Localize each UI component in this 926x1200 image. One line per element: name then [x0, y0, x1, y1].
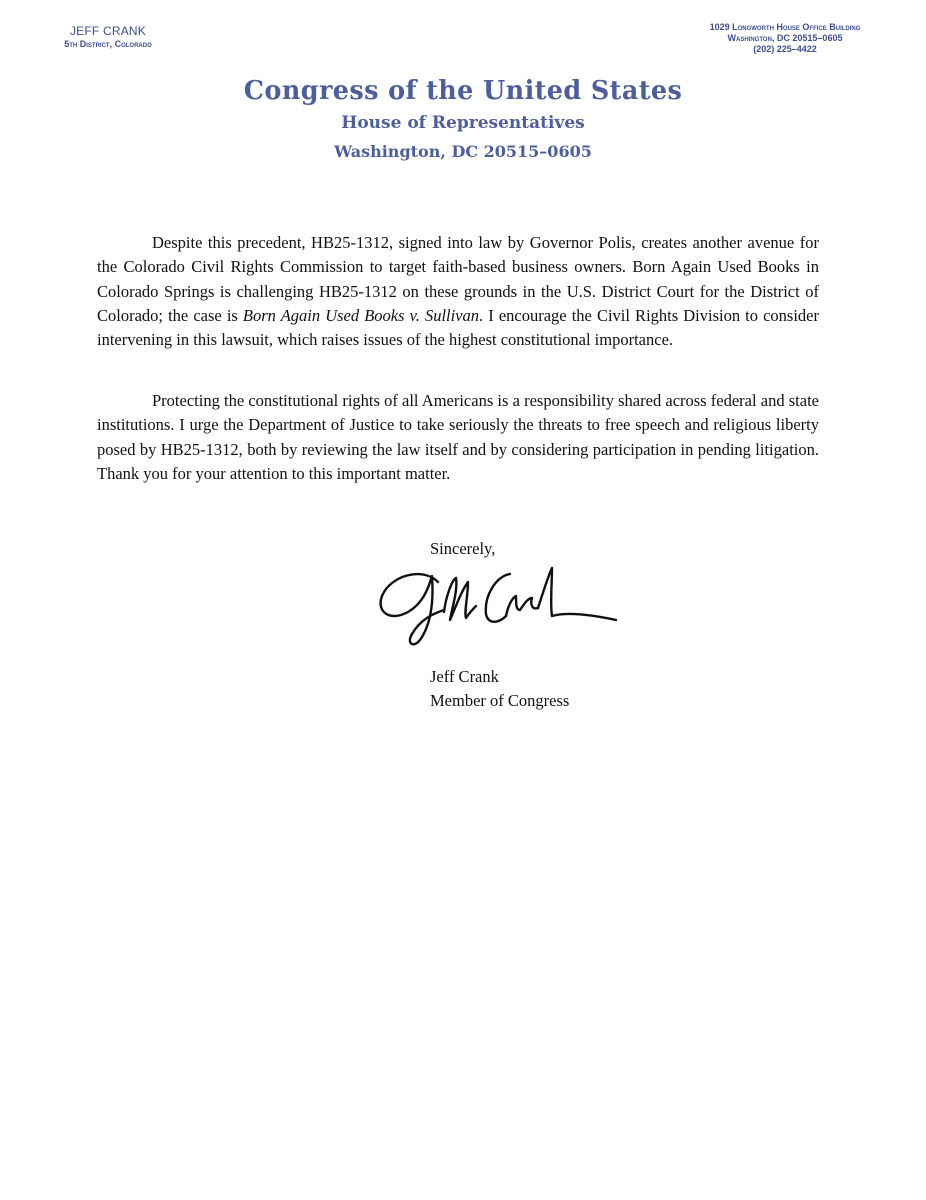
- signer-name: Jeff Crank: [430, 667, 499, 686]
- letter-paragraph-2: [97, 389, 819, 486]
- member-name: JEFF CRANK: [69, 24, 146, 38]
- office-building: 1029 Longworth House Office Building: [709, 22, 861, 32]
- office-phone: (202) 225–4422: [753, 44, 817, 54]
- letterhead-office-address: [680, 22, 890, 55]
- masthead-congress: Congress of the United States: [243, 76, 683, 106]
- masthead-house: House of Representatives: [341, 113, 585, 133]
- office-city: Washington, DC 20515–0605: [727, 33, 843, 43]
- signer-title: Member of Congress: [430, 691, 570, 710]
- masthead-address: Washington, DC 20515–0605: [334, 142, 592, 161]
- valediction: Sincerely,: [430, 539, 496, 558]
- handwritten-signature-icon: [372, 560, 622, 650]
- letterhead-sender-block: [28, 24, 188, 50]
- paragraph-1-text-end: . I encourage the Civil Rights Division to consider intervening in this lawsuit, which raises issues of the highest constitutional importance.: [97, 305, 819, 350]
- letter-paragraph-1: [97, 231, 819, 352]
- paragraph-1-text-start: Despite this precedent, HB25-1312, signed into law by Governor Polis, creates another avenue for the Colorado Civil Rights Commission to target faith-based business owners. Born Again Used Books in Colorado Springs is challenging HB25-1312 on these grounds in the U.S. District Court for the District of Colorado; the case is: [97, 233, 819, 325]
- member-district: 5th District, Colorado: [64, 39, 152, 49]
- paragraph-2-text: Protecting the constitutional rights of all Americans is a responsibility shared across federal and state institutions. I urge the Department of Justice to take seriously the threats to free speech and religious liberty posed by HB25-1312, both by reviewing the law itself and by considering participation in pending litigation. Thank you for your attention to this important matter.: [97, 391, 819, 483]
- case-name: Born Again Used Books v. Sullivan: [242, 305, 480, 325]
